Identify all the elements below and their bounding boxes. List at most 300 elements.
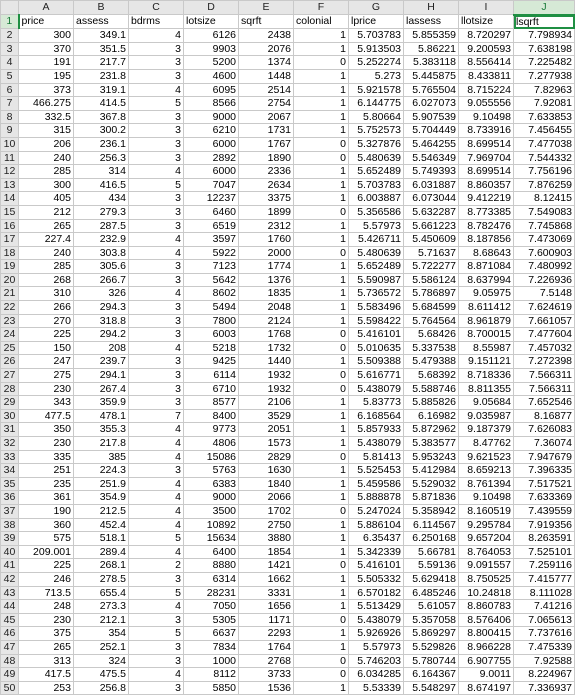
cell[interactable]: 2312 <box>239 219 294 233</box>
cell[interactable]: 350 <box>19 423 74 437</box>
cell[interactable]: 8.187856 <box>459 233 514 247</box>
row-header[interactable]: 46 <box>1 627 19 641</box>
cell[interactable]: 4 <box>129 504 184 518</box>
cell[interactable]: 2336 <box>239 165 294 179</box>
cell[interactable]: 6.027073 <box>404 97 459 111</box>
cell[interactable]: 405 <box>19 192 74 206</box>
cell[interactable]: 300 <box>19 29 74 43</box>
cell[interactable]: 5.61057 <box>404 600 459 614</box>
cell[interactable]: 8.800415 <box>459 627 514 641</box>
cell[interactable]: 3 <box>129 192 184 206</box>
cell[interactable]: 1573 <box>239 437 294 451</box>
cell[interactable]: 1768 <box>239 328 294 342</box>
cell[interactable]: 294.2 <box>74 328 129 342</box>
cell[interactable]: 15086 <box>184 450 239 464</box>
cell[interactable]: 3 <box>129 137 184 151</box>
cell[interactable]: 2892 <box>184 151 239 165</box>
cell[interactable]: 212.5 <box>74 504 129 518</box>
cell[interactable]: 8.700015 <box>459 328 514 342</box>
row-header[interactable]: 20 <box>1 273 19 287</box>
row-header[interactable]: 41 <box>1 559 19 573</box>
cell[interactable]: 4 <box>129 165 184 179</box>
cell[interactable]: 7.065613 <box>514 613 575 627</box>
cell[interactable]: 434 <box>74 192 129 206</box>
cell[interactable]: 7.737616 <box>514 627 575 641</box>
cell[interactable]: 7.638198 <box>514 42 575 56</box>
cell[interactable]: 5.438079 <box>349 382 404 396</box>
cell[interactable]: 1 <box>294 423 349 437</box>
cell[interactable]: 9000 <box>184 491 239 505</box>
cell[interactable]: 3 <box>129 56 184 70</box>
cell[interactable]: 3375 <box>239 192 294 206</box>
row-header[interactable]: 38 <box>1 518 19 532</box>
cell[interactable]: 235 <box>19 477 74 491</box>
cell[interactable]: 1 <box>294 83 349 97</box>
cell[interactable]: 5.871836 <box>404 491 459 505</box>
cell[interactable]: 354 <box>74 627 129 641</box>
cell[interactable]: 4806 <box>184 437 239 451</box>
cell[interactable]: 8.871084 <box>459 260 514 274</box>
cell[interactable]: 1630 <box>239 464 294 478</box>
cell[interactable]: 2048 <box>239 301 294 315</box>
cell[interactable]: 0 <box>294 137 349 151</box>
cell[interactable]: 6210 <box>184 124 239 138</box>
cell[interactable]: 5.80664 <box>349 110 404 124</box>
cell[interactable]: 1 <box>294 572 349 586</box>
select-all-corner[interactable] <box>1 1 19 15</box>
cell[interactable]: 3 <box>129 572 184 586</box>
cell[interactable]: 230 <box>19 613 74 627</box>
cell[interactable]: 6460 <box>184 205 239 219</box>
row-header[interactable]: 13 <box>1 178 19 192</box>
cell[interactable]: 1 <box>294 260 349 274</box>
cell[interactable]: 0 <box>294 382 349 396</box>
cell[interactable]: 9.657204 <box>459 532 514 546</box>
cell[interactable]: 230 <box>19 382 74 396</box>
cell[interactable]: 5.357058 <box>404 613 459 627</box>
cell[interactable]: 3 <box>129 464 184 478</box>
cell[interactable]: 6.114567 <box>404 518 459 532</box>
cell[interactable]: 8.12415 <box>514 192 575 206</box>
cell[interactable]: 9.200593 <box>459 42 514 56</box>
cell[interactable]: 5.66781 <box>404 545 459 559</box>
cell[interactable]: 305.6 <box>74 260 129 274</box>
cell[interactable]: 273.3 <box>74 600 129 614</box>
cell[interactable]: 8.764053 <box>459 545 514 559</box>
cell[interactable]: 208 <box>74 341 129 355</box>
row-header[interactable]: 30 <box>1 409 19 423</box>
cell[interactable]: 6095 <box>184 83 239 97</box>
cell[interactable]: assess <box>74 15 129 29</box>
cell[interactable]: 231.8 <box>74 69 129 83</box>
cell[interactable]: 7.756196 <box>514 165 575 179</box>
cell[interactable]: 7.626083 <box>514 423 575 437</box>
cell[interactable]: 1 <box>294 192 349 206</box>
cell[interactable]: 1 <box>294 287 349 301</box>
cell[interactable]: 7.566311 <box>514 382 575 396</box>
cell[interactable]: 5.450609 <box>404 233 459 247</box>
cell[interactable]: 1 <box>294 165 349 179</box>
row-header[interactable]: 2 <box>1 29 19 43</box>
cell[interactable]: 414.5 <box>74 97 129 111</box>
row-header[interactable]: 5 <box>1 69 19 83</box>
cell[interactable]: 349.1 <box>74 29 129 43</box>
cell[interactable]: 2066 <box>239 491 294 505</box>
cell[interactable]: 4 <box>129 491 184 505</box>
cell[interactable]: 4 <box>129 437 184 451</box>
cell[interactable]: 2 <box>129 559 184 573</box>
cell[interactable]: 2750 <box>239 518 294 532</box>
cell[interactable]: 5.247024 <box>349 504 404 518</box>
cell[interactable]: 5.703783 <box>349 29 404 43</box>
cell[interactable]: 3733 <box>239 668 294 682</box>
cell[interactable]: 7.876259 <box>514 178 575 192</box>
cell[interactable]: 7050 <box>184 600 239 614</box>
cell[interactable]: 6.16982 <box>404 409 459 423</box>
cell[interactable]: 7.517521 <box>514 477 575 491</box>
cell[interactable]: 10.24818 <box>459 586 514 600</box>
cell[interactable]: 8.224967 <box>514 668 575 682</box>
cell[interactable]: 7.456455 <box>514 124 575 138</box>
cell[interactable]: 5 <box>129 97 184 111</box>
cell[interactable]: 9425 <box>184 355 239 369</box>
cell[interactable]: 0 <box>294 369 349 383</box>
cell[interactable]: 5.857933 <box>349 423 404 437</box>
cell[interactable]: 6.907755 <box>459 654 514 668</box>
cell[interactable]: 7.272398 <box>514 355 575 369</box>
cell[interactable]: 8400 <box>184 409 239 423</box>
cell[interactable]: 5.480639 <box>349 151 404 165</box>
cell[interactable]: 5.780744 <box>404 654 459 668</box>
cell[interactable]: 3331 <box>239 586 294 600</box>
cell[interactable]: 6.144775 <box>349 97 404 111</box>
cell[interactable]: 8.55987 <box>459 341 514 355</box>
cell[interactable]: 7 <box>129 409 184 423</box>
cell[interactable]: 236.1 <box>74 137 129 151</box>
cell[interactable]: 5.629418 <box>404 572 459 586</box>
cell[interactable]: 8577 <box>184 396 239 410</box>
cell[interactable]: 1 <box>294 355 349 369</box>
cell[interactable]: 7.745868 <box>514 219 575 233</box>
cell[interactable]: 335 <box>19 450 74 464</box>
cell[interactable]: 8602 <box>184 287 239 301</box>
cell[interactable]: 1 <box>294 586 349 600</box>
cell[interactable]: 8.699514 <box>459 137 514 151</box>
cell[interactable]: 268.1 <box>74 559 129 573</box>
cell[interactable]: 5.598422 <box>349 314 404 328</box>
cell[interactable]: 1440 <box>239 355 294 369</box>
cell[interactable]: 5.913503 <box>349 42 404 56</box>
cell[interactable]: 5.57973 <box>349 640 404 654</box>
row-header[interactable]: 40 <box>1 545 19 559</box>
row-header[interactable]: 16 <box>1 219 19 233</box>
cell[interactable]: 278.5 <box>74 572 129 586</box>
cell[interactable]: 355.3 <box>74 423 129 437</box>
cell[interactable]: 5 <box>129 178 184 192</box>
cell[interactable]: 5.953243 <box>404 450 459 464</box>
cell[interactable]: 332.5 <box>19 110 74 124</box>
cell[interactable]: 3 <box>129 396 184 410</box>
cell[interactable]: 7.969704 <box>459 151 514 165</box>
cell[interactable]: 3 <box>129 369 184 383</box>
cell[interactable]: 4 <box>129 477 184 491</box>
cell[interactable]: 9.05684 <box>459 396 514 410</box>
cell[interactable]: 3 <box>129 301 184 315</box>
cell[interactable]: 225 <box>19 559 74 573</box>
cell[interactable]: 5.786897 <box>404 287 459 301</box>
row-header[interactable]: 17 <box>1 233 19 247</box>
cell[interactable]: 5.529032 <box>404 477 459 491</box>
cell[interactable]: 1854 <box>239 545 294 559</box>
cell[interactable]: 6.485246 <box>404 586 459 600</box>
cell[interactable]: 5763 <box>184 464 239 478</box>
cell[interactable]: 343 <box>19 396 74 410</box>
cell[interactable]: 285 <box>19 260 74 274</box>
cell[interactable]: 1732 <box>239 341 294 355</box>
cell[interactable]: 361 <box>19 491 74 505</box>
cell[interactable]: 0 <box>294 246 349 260</box>
row-header[interactable]: 26 <box>1 355 19 369</box>
cell[interactable]: 1374 <box>239 56 294 70</box>
cell[interactable]: 6637 <box>184 627 239 641</box>
cell[interactable]: 251.9 <box>74 477 129 491</box>
cell[interactable]: 1 <box>294 491 349 505</box>
cell[interactable]: 5.855359 <box>404 29 459 43</box>
cell[interactable]: 3 <box>129 654 184 668</box>
cell[interactable]: 1 <box>294 69 349 83</box>
cell[interactable]: 4 <box>129 545 184 559</box>
cell[interactable]: 9903 <box>184 42 239 56</box>
cell[interactable]: 1 <box>294 409 349 423</box>
cell[interactable]: 5.684599 <box>404 301 459 315</box>
cell[interactable]: 7800 <box>184 314 239 328</box>
cell[interactable]: 7.624619 <box>514 301 575 315</box>
cell[interactable]: 2076 <box>239 42 294 56</box>
cell[interactable]: 475.5 <box>74 668 129 682</box>
row-header[interactable]: 47 <box>1 640 19 654</box>
column-header-b[interactable]: B <box>74 1 129 15</box>
cell[interactable]: 227.4 <box>19 233 74 247</box>
cell[interactable]: 1 <box>294 640 349 654</box>
cell[interactable]: 5305 <box>184 613 239 627</box>
row-header[interactable]: 49 <box>1 668 19 682</box>
cell[interactable]: 3 <box>129 124 184 138</box>
column-header-e[interactable]: E <box>239 1 294 15</box>
cell[interactable]: 270 <box>19 314 74 328</box>
cell[interactable]: 3 <box>129 219 184 233</box>
cell[interactable]: 1 <box>294 545 349 559</box>
cell[interactable]: 0 <box>294 341 349 355</box>
cell[interactable]: 9.091557 <box>459 559 514 573</box>
cell[interactable]: 3 <box>129 42 184 56</box>
cell[interactable]: 7.544332 <box>514 151 575 165</box>
cell[interactable]: 1840 <box>239 477 294 491</box>
cell[interactable]: 5.885826 <box>404 396 459 410</box>
cell[interactable]: 1 <box>294 219 349 233</box>
cell[interactable]: 300 <box>19 178 74 192</box>
cell[interactable]: 5.513429 <box>349 600 404 614</box>
cell[interactable]: 7.633853 <box>514 110 575 124</box>
cell[interactable]: 3 <box>129 260 184 274</box>
cell[interactable]: 6126 <box>184 29 239 43</box>
cell[interactable]: 5.921578 <box>349 83 404 97</box>
cell[interactable]: 4 <box>129 668 184 682</box>
cell[interactable]: 5.704449 <box>404 124 459 138</box>
cell[interactable]: 256.8 <box>74 681 129 695</box>
column-header-h[interactable]: H <box>404 1 459 15</box>
cell[interactable]: 217.7 <box>74 56 129 70</box>
cell[interactable]: 1899 <box>239 205 294 219</box>
cell[interactable]: 1731 <box>239 124 294 138</box>
cell[interactable]: 240 <box>19 246 74 260</box>
cell[interactable]: 8.782476 <box>459 219 514 233</box>
cell[interactable]: 8.860357 <box>459 178 514 192</box>
cell[interactable]: 4 <box>129 341 184 355</box>
row-header[interactable]: 6 <box>1 83 19 97</box>
cell[interactable]: 6.168564 <box>349 409 404 423</box>
cell[interactable]: 8.718336 <box>459 369 514 383</box>
cell[interactable]: 8.750525 <box>459 572 514 586</box>
cell[interactable]: 6114 <box>184 369 239 383</box>
cell[interactable]: 268 <box>19 273 74 287</box>
cell[interactable]: 212.1 <box>74 613 129 627</box>
cell[interactable]: 2067 <box>239 110 294 124</box>
cell[interactable]: 5.68392 <box>404 369 459 383</box>
cell[interactable]: 5.888878 <box>349 491 404 505</box>
cell[interactable]: 575 <box>19 532 74 546</box>
cell[interactable]: 319.1 <box>74 83 129 97</box>
row-header[interactable]: 25 <box>1 341 19 355</box>
cell[interactable]: 251 <box>19 464 74 478</box>
cell[interactable]: 0 <box>294 559 349 573</box>
cell[interactable]: 246 <box>19 572 74 586</box>
cell[interactable]: 7.259116 <box>514 559 575 573</box>
cell[interactable]: 6.031887 <box>404 178 459 192</box>
row-header[interactable]: 23 <box>1 314 19 328</box>
cell[interactable]: 7.82963 <box>514 83 575 97</box>
cell[interactable]: 8.576406 <box>459 613 514 627</box>
cell[interactable]: 8.720297 <box>459 29 514 43</box>
cell[interactable]: 5.464255 <box>404 137 459 151</box>
cell[interactable]: 9.055556 <box>459 97 514 111</box>
cell[interactable]: 3 <box>129 640 184 654</box>
cell[interactable]: 5.438079 <box>349 437 404 451</box>
cell[interactable]: 3 <box>129 205 184 219</box>
cell[interactable]: 5.010635 <box>349 341 404 355</box>
cell[interactable]: 4 <box>129 600 184 614</box>
column-header-f[interactable]: F <box>294 1 349 15</box>
cell[interactable]: 1662 <box>239 572 294 586</box>
cell[interactable]: 5.356586 <box>349 205 404 219</box>
cell[interactable]: 5.412984 <box>404 464 459 478</box>
cell[interactable]: 4 <box>129 287 184 301</box>
cell[interactable]: 8.68643 <box>459 246 514 260</box>
cell[interactable]: 252.1 <box>74 640 129 654</box>
cell[interactable]: 289.4 <box>74 545 129 559</box>
cell[interactable]: 9.035987 <box>459 409 514 423</box>
cell[interactable]: 267.4 <box>74 382 129 396</box>
cell[interactable]: 5.68426 <box>404 328 459 342</box>
row-header[interactable]: 29 <box>1 396 19 410</box>
cell[interactable]: 9.621523 <box>459 450 514 464</box>
cell[interactable]: 5.438079 <box>349 613 404 627</box>
cell[interactable]: 5.342339 <box>349 545 404 559</box>
cell[interactable]: 1 <box>294 600 349 614</box>
cell[interactable]: 0 <box>294 504 349 518</box>
cell[interactable]: 0 <box>294 151 349 165</box>
cell[interactable]: 5.57973 <box>349 219 404 233</box>
row-header[interactable]: 28 <box>1 382 19 396</box>
cell[interactable]: 324 <box>74 654 129 668</box>
cell[interactable]: 3 <box>129 681 184 695</box>
cell[interactable]: 4 <box>129 423 184 437</box>
cell[interactable]: 4600 <box>184 69 239 83</box>
cell[interactable]: 5.383118 <box>404 56 459 70</box>
cell[interactable]: 8.160519 <box>459 504 514 518</box>
cell[interactable]: 7.652546 <box>514 396 575 410</box>
cell[interactable]: 2514 <box>239 83 294 97</box>
cell[interactable]: 266 <box>19 301 74 315</box>
cell[interactable]: 6000 <box>184 137 239 151</box>
cell[interactable]: 5.252274 <box>349 56 404 70</box>
cell[interactable]: 5.661223 <box>404 219 459 233</box>
cell[interactable]: 5.886104 <box>349 518 404 532</box>
cell[interactable]: 2438 <box>239 29 294 43</box>
cell[interactable]: 8.773385 <box>459 205 514 219</box>
cell[interactable]: 6383 <box>184 477 239 491</box>
cell[interactable]: 478.1 <box>74 409 129 423</box>
cell[interactable]: 452.4 <box>74 518 129 532</box>
cell[interactable]: 7.92588 <box>514 654 575 668</box>
cell[interactable]: 3597 <box>184 233 239 247</box>
cell[interactable]: 3 <box>129 273 184 287</box>
cell[interactable]: 5.736572 <box>349 287 404 301</box>
row-header[interactable]: 12 <box>1 165 19 179</box>
cell[interactable]: 5.273 <box>349 69 404 83</box>
cell[interactable]: 8.111028 <box>514 586 575 600</box>
cell[interactable]: 8.433811 <box>459 69 514 83</box>
cell[interactable]: 8.733916 <box>459 124 514 138</box>
cell[interactable]: 7.36074 <box>514 437 575 451</box>
row-header[interactable]: 37 <box>1 504 19 518</box>
cell[interactable]: 7.226936 <box>514 273 575 287</box>
cell[interactable]: 1760 <box>239 233 294 247</box>
cell[interactable]: 1835 <box>239 287 294 301</box>
cell[interactable]: 217.8 <box>74 437 129 451</box>
cell[interactable]: 5.525453 <box>349 464 404 478</box>
cell[interactable]: 8566 <box>184 97 239 111</box>
column-header-i[interactable]: I <box>459 1 514 15</box>
cell[interactable]: 9000 <box>184 110 239 124</box>
cell[interactable]: 8.16877 <box>514 409 575 423</box>
cell[interactable]: 1 <box>294 532 349 546</box>
column-header-g[interactable]: G <box>349 1 404 15</box>
cell[interactable]: price <box>19 15 74 29</box>
cell[interactable]: 1 <box>294 42 349 56</box>
cell[interactable]: 310 <box>19 287 74 301</box>
cell[interactable]: 303.8 <box>74 246 129 260</box>
cell[interactable]: 7.947679 <box>514 450 575 464</box>
cell[interactable]: 3 <box>129 382 184 396</box>
cell[interactable]: 191 <box>19 56 74 70</box>
cell[interactable]: 5.722277 <box>404 260 459 274</box>
cell[interactable]: 9.151121 <box>459 355 514 369</box>
cell[interactable]: 256.3 <box>74 151 129 165</box>
cell[interactable]: 5 <box>129 586 184 600</box>
cell[interactable]: 5.509388 <box>349 355 404 369</box>
cell[interactable]: lsqrft <box>514 15 575 29</box>
cell[interactable]: 3 <box>129 613 184 627</box>
